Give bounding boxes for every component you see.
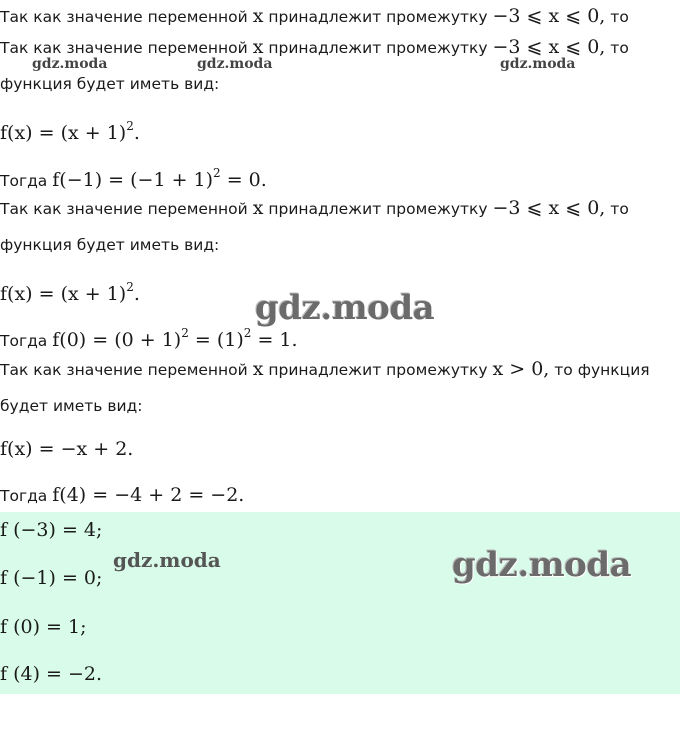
case3-function-line: будет иметь вид: <box>0 397 143 415</box>
watermark: gdz.moda <box>255 288 435 328</box>
interval: −3 ⩽ x ⩽ 0, <box>492 5 606 27</box>
formula-end: . <box>133 122 140 144</box>
case1-formula <box>0 116 140 143</box>
calc-exponent-2: 2 <box>243 326 252 340</box>
answer-line-4: f (4) = −2. <box>0 663 103 685</box>
formula-lhs: f(x) = (x + 1) <box>0 122 127 144</box>
intro-text: Так как значение переменной <box>0 361 248 379</box>
then-word: Тогда <box>0 487 48 505</box>
calc-end: = 0. <box>220 169 267 191</box>
intro-text: Так как значение переменной <box>0 39 248 57</box>
interval: −3 ⩽ x ⩽ 0, <box>492 36 606 58</box>
mid-text: принадлежит промежутку <box>268 39 488 57</box>
calc-lhs: f(0) = (0 + 1) <box>52 329 182 351</box>
watermark: gdz.moda <box>500 56 576 72</box>
case2-function-line: функция будет иметь вид: <box>0 236 220 254</box>
formula-exponent: 2 <box>126 119 134 133</box>
calc-lhs: f(−1) = (−1 + 1) <box>52 169 214 191</box>
calc-expression <box>52 326 298 351</box>
calc-mid: = (1) <box>188 329 244 351</box>
tail-text: то функция <box>554 361 650 379</box>
case2-intro-line <box>0 198 629 219</box>
answer-line-1: f (−3) = 4; <box>0 519 103 541</box>
variable: x <box>252 5 264 27</box>
calc-expression <box>52 166 267 191</box>
interval: −3 ⩽ x ⩽ 0, <box>492 197 606 219</box>
case3-formula: f(x) = −x + 2. <box>0 438 134 460</box>
tail-text: то <box>610 39 629 57</box>
formula-end: . <box>133 283 140 305</box>
variable: x <box>252 358 264 380</box>
case3-intro-line <box>0 359 650 380</box>
tail-text: то <box>610 8 629 26</box>
variable: x <box>252 197 264 219</box>
interval: x > 0, <box>492 358 550 380</box>
calc-exponent: 2 <box>213 166 221 180</box>
tail-text: то <box>610 200 629 218</box>
watermark: gdz.moda <box>32 56 108 72</box>
answer-line-3: f (0) = 1; <box>0 616 87 638</box>
calc-end: = 1. <box>251 329 298 351</box>
calc-exponent-1: 2 <box>181 326 189 340</box>
calc-expression: f(4) = −4 + 2 = −2. <box>52 484 245 506</box>
case1-function-line: функция будет иметь вид: <box>0 75 220 93</box>
formula-exponent: 2 <box>126 280 134 294</box>
mid-text: принадлежит промежутку <box>268 200 488 218</box>
intro-text: Так как значение переменной <box>0 200 248 218</box>
watermark: gdz.moda <box>197 56 273 72</box>
mid-text: принадлежит промежутку <box>268 361 488 379</box>
then-word: Тогда <box>0 332 48 350</box>
case1-calc-line <box>0 163 267 191</box>
variable: x <box>252 36 264 58</box>
mid-text: принадлежит промежутку <box>268 8 488 26</box>
case2-formula <box>0 277 140 304</box>
watermark: gdz.moda <box>452 545 632 585</box>
formula-lhs: f(x) = (x + 1) <box>0 283 127 305</box>
then-word: Тогда <box>0 172 48 190</box>
answer-line-2: f (−1) = 0; <box>0 567 103 589</box>
case2-calc-line <box>0 323 298 351</box>
case1-intro-line <box>0 37 629 58</box>
watermark: gdz.moda <box>113 548 221 572</box>
case3-calc-line <box>0 485 244 506</box>
intro-text: Так как значение переменной <box>0 8 248 26</box>
header-partial-line <box>0 6 629 27</box>
